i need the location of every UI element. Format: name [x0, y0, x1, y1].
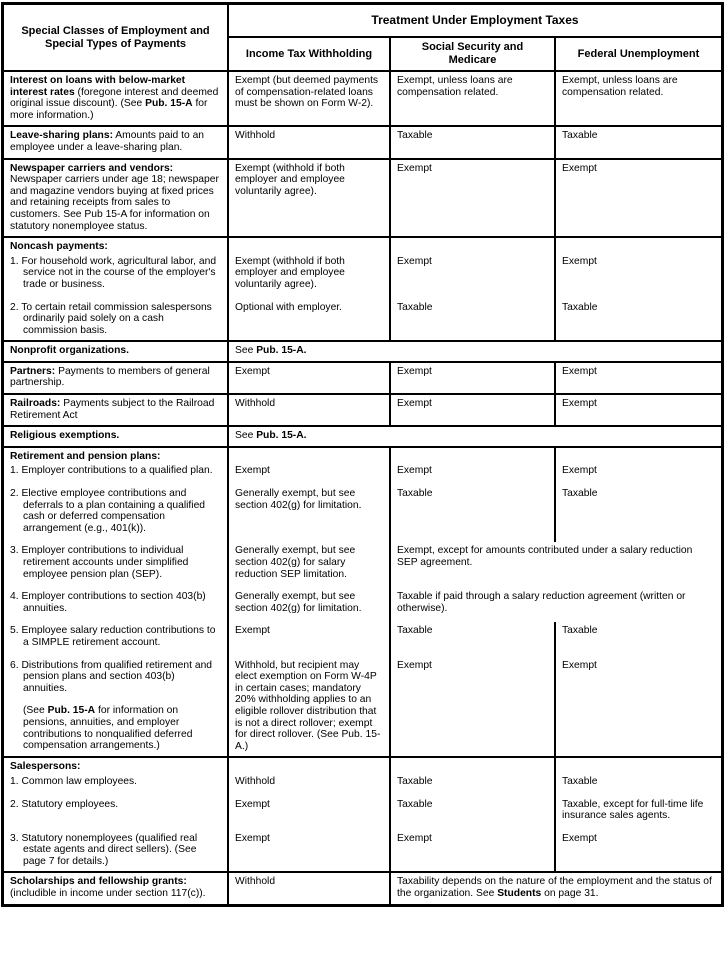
text-segment: Newspaper carriers under age 18; newspaper and magazine vendors buying at fixed prices and retaining receipts from sales to customers. See Pub 15-A for information on statutory nonemployee status.: [10, 174, 219, 232]
newspaper-title: Newspaper carriers and vendors:: [10, 162, 174, 174]
scholarships-title: Scholarships and fellowship grants:: [10, 876, 187, 888]
salespersons-item1-fu-cell: Taxable: [562, 775, 598, 787]
retirement-item3-merged-cell: Exempt, except for amounts contributed under a salary reduction SEP agreement.: [397, 545, 693, 568]
newspaper-fu-cell: Exempt: [556, 160, 721, 239]
pub-15a-ref: Pub. 15-A.: [256, 345, 307, 357]
noncash-item1-itw-cell: Exempt (withhold if both employer and employee voluntarily agree).: [229, 253, 391, 299]
nonprofit-title: Nonprofit organizations.: [10, 345, 129, 357]
text-segment: for information on pensions, annuities, and employer contributions to nonqualified deferred compensation arrangements.): [23, 705, 193, 752]
scholarships-description-cell: [4, 873, 229, 903]
retirement-item2-fu-cell: Taxable: [562, 488, 598, 500]
retirement-item1-ss-cell: Exempt: [391, 462, 556, 485]
students-ref: Students: [497, 888, 542, 900]
text-segment: (See: [23, 705, 48, 717]
salespersons-item3-fu-cell: Exempt: [556, 830, 721, 874]
empty-cell: [391, 758, 556, 773]
text-segment: (includible in income under section 117(c)).: [10, 888, 206, 900]
interest-ss-cell: Exempt, unless loans are compensation related.: [391, 72, 556, 127]
leave-description-cell: [4, 127, 229, 159]
newspaper-description: [10, 163, 221, 233]
retirement-item4-itw-cell: Generally exempt, but see section 402(g) for limitation.: [229, 588, 391, 622]
salespersons-item1-ss-cell: Taxable: [391, 773, 556, 796]
noncash-item2-cell: [4, 299, 229, 343]
retirement-item1-cell: [4, 462, 229, 485]
interest-description-cell: [4, 72, 229, 127]
salespersons-item3-text: 3. Statutory nonemployees (qualified real estate agents and direct sellers). (See page 7 for details.): [10, 832, 198, 867]
nonprofit-title-cell: [4, 342, 229, 363]
salespersons-item2-text: 2. Statutory employees.: [10, 798, 119, 810]
retirement-item1-itw-cell: Exempt: [229, 462, 391, 485]
scholarships-description: [10, 876, 221, 899]
partners-fu-cell: Exempt: [556, 363, 721, 395]
employment-tax-treatment-table: [1, 2, 724, 907]
partners-itw-cell: Exempt: [229, 363, 391, 395]
text-segment: (foregone interest and deemed original issue discount). (See: [10, 86, 219, 110]
newspaper-itw-cell: Exempt (withhold if both employer and employee voluntarily agree).: [229, 160, 391, 239]
noncash-title-cell: [4, 238, 229, 253]
noncash-item1-text: 1. For household work, agricultural labor, and service not in the course of the employer's trade or business.: [10, 255, 217, 290]
noncash-title: Noncash payments:: [10, 241, 108, 253]
pub-15a-ref: Pub. 15-A: [47, 705, 96, 717]
retirement-item5-ss-cell: Taxable: [391, 622, 556, 656]
retirement-item6-itw-cell: Withhold, but recipient may elect exemption on Form W-4P in certain cases; mandatory 20% withholding applies to an eligible rollover distribution that is not a direct rollover; exempt for direct rollover. (See Pub. 15-A.): [229, 657, 391, 759]
retirement-item1-text: 1. Employer contributions to a qualified plan.: [10, 465, 213, 477]
retirement-item1-fu-cell: Exempt: [562, 465, 597, 477]
retirement-item2-ss-cell: Taxable: [391, 485, 556, 542]
salespersons-item2-cell: [4, 796, 229, 830]
retirement-item4-cell: [4, 588, 229, 622]
interest-itw-cell: Exempt (but deemed payments of compensation-related loans must be shown on Form W-2).: [229, 72, 391, 127]
retirement-item6-ss-cell: Exempt: [391, 657, 556, 759]
religious-title-cell: [4, 427, 229, 448]
empty-cell: [391, 448, 556, 463]
noncash-item1-ss-cell: Exempt: [391, 253, 556, 299]
text-segment: Payments to members of general partnership.: [10, 365, 210, 389]
empty-cell: [556, 758, 721, 773]
header-special-classes: [4, 5, 229, 72]
leave-title: Leave-sharing plans:: [10, 130, 113, 142]
retirement-item6-fu-cell: Exempt: [556, 657, 721, 759]
salespersons-item2-ss-cell: Taxable: [391, 796, 556, 830]
retirement-item5-text: 5. Employee salary reduction contributions to a SIMPLE retirement account.: [10, 625, 216, 648]
salespersons-title-cell: [4, 758, 229, 773]
retirement-item2-cell: [4, 485, 229, 542]
retirement-item3-text: 3. Employer contributions to individual retirement accounts under simplified employee pension plan (SEP).: [10, 545, 189, 580]
interest-fu-cell: Exempt, unless loans are compensation related.: [556, 72, 721, 127]
partners-title: Partners:: [10, 365, 56, 377]
text-segment: See: [235, 430, 257, 442]
salespersons-item3-ss-cell: Exempt: [391, 830, 556, 874]
pub-15a-ref: Pub. 15-A: [145, 98, 193, 110]
retirement-item4-merged-cell: Taxable if paid through a salary reduction agreement (written or otherwise).: [397, 591, 686, 614]
noncash-item1-cell: [4, 253, 229, 299]
leave-itw-cell: Withhold: [229, 127, 391, 159]
partners-description-cell: [4, 363, 229, 395]
salespersons-item2-itw-cell: Exempt: [229, 796, 391, 830]
retirement-item6-cell: [4, 657, 229, 759]
header-col-income-tax-withholding: Income Tax Withholding: [229, 38, 391, 72]
salespersons-item1-text: 1. Common law employees.: [10, 775, 138, 787]
railroads-description-cell: [4, 395, 229, 427]
retirement-item5-fu-cell: Taxable: [562, 625, 598, 637]
retirement-title-cell: [4, 448, 229, 463]
text-segment: See: [235, 345, 257, 357]
retirement-item3-cell: [4, 542, 229, 588]
retirement-item5-itw-cell: Exempt: [229, 622, 391, 656]
noncash-item2-text: 2. To certain retail commission salespersons ordinarily paid solely on a cash commission basis.: [10, 301, 212, 336]
salespersons-item2-fu-cell: Taxable, except for full-time life insurance sales agents.: [562, 798, 704, 822]
pub-15a-ref: Pub. 15-A.: [256, 430, 307, 442]
text-segment: for more information.): [10, 98, 208, 121]
salespersons-item1-cell: [4, 773, 229, 796]
railroads-title: Railroads:: [10, 398, 61, 410]
salespersons-item3-cell: [4, 830, 229, 874]
interest-title: Interest on loans with below-market interest rates: [10, 75, 186, 98]
header-col-social-security-medicare: Social Security and Medicare: [391, 38, 556, 72]
railroads-fu-cell: Exempt: [556, 395, 721, 427]
empty-cell: [229, 758, 391, 773]
leave-description: [10, 130, 221, 153]
text-segment: Amounts paid to an employee under a leave-sharing plan.: [10, 130, 205, 153]
interest-description: [10, 75, 221, 121]
text-segment: on page 31.: [541, 888, 599, 900]
nonprofit-note-cell: [229, 342, 721, 363]
retirement-item5-cell: [4, 622, 229, 656]
leave-fu-cell: Taxable: [556, 127, 721, 159]
noncash-item2-ss-cell: Taxable: [391, 299, 556, 343]
noncash-item2-fu-cell: Taxable: [556, 299, 721, 343]
scholarships-merged-cell: [391, 873, 721, 903]
empty-cell: [229, 238, 391, 253]
retirement-title: Retirement and pension plans:: [10, 450, 161, 462]
text-segment: Payments subject to the Railroad Retirement Act: [10, 398, 215, 421]
leave-ss-cell: Taxable: [391, 127, 556, 159]
empty-cell: [556, 448, 721, 463]
salespersons-item1-itw-cell: Withhold: [229, 773, 391, 796]
scholarships-itw-cell: Withhold: [229, 873, 391, 903]
railroads-ss-cell: Exempt: [391, 395, 556, 427]
railroads-description: [10, 398, 221, 421]
header-col-federal-unemployment: Federal Unemployment: [556, 38, 721, 72]
partners-description: [10, 366, 221, 389]
partners-ss-cell: Exempt: [391, 363, 556, 395]
religious-note-cell: [229, 427, 721, 448]
empty-cell: [229, 448, 391, 463]
noncash-item2-itw-cell: Optional with employer.: [229, 299, 391, 343]
salespersons-title: Salespersons:: [10, 761, 81, 773]
retirement-item2-text: 2. Elective employee contributions and deferrals to a plan containing a qualified cash or deferred compensation arrangement (e.g., 401(k)).: [10, 488, 206, 534]
empty-cell: [391, 238, 556, 253]
newspaper-description-cell: [4, 160, 229, 239]
empty-cell: [556, 238, 721, 253]
retirement-item6-text: 6. Distributions from qualified retirement and pension plans and section 403(b) annuities.: [10, 659, 213, 694]
railroads-itw-cell: Withhold: [229, 395, 391, 427]
header-treatment-title: Treatment Under Employment Taxes: [229, 5, 721, 38]
retirement-item3-itw-cell: Generally exempt, but see section 402(g) for salary reduction SEP limitation.: [229, 542, 391, 588]
header-special-classes-label: Special Classes of Employment and Special Types of Payments: [21, 24, 210, 50]
newspaper-ss-cell: Exempt: [391, 160, 556, 239]
retirement-item2-itw-cell: Generally exempt, but see section 402(g) for limitation.: [229, 485, 391, 542]
noncash-item1-fu-cell: Exempt: [562, 255, 597, 267]
salespersons-item3-itw-cell: Exempt: [229, 830, 391, 874]
retirement-item4-text: 4. Employer contributions to section 403(b) annuities.: [10, 591, 206, 614]
retirement-item6-note: [10, 705, 221, 751]
religious-title: Religious exemptions.: [10, 430, 120, 442]
text-segment: Taxability depends on the nature of the employment and the status of the organization. See: [397, 876, 712, 900]
